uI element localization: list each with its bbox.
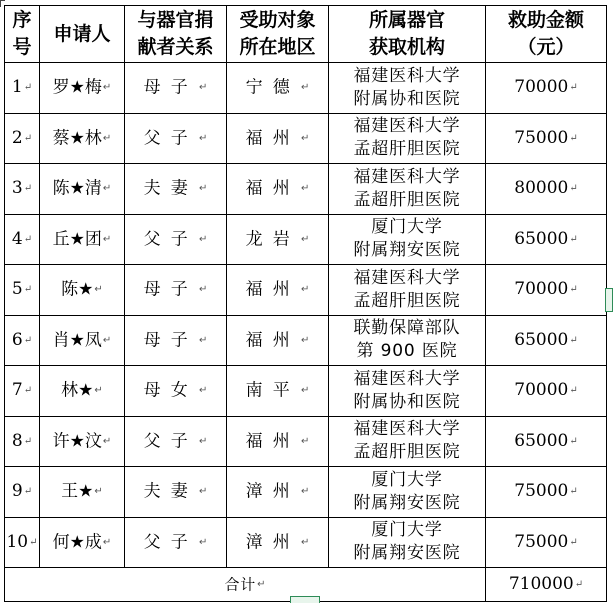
cell-organization-text: 联勤保障部队 (353, 318, 461, 339)
cell-relation (125, 416, 227, 467)
table-row (5, 164, 607, 215)
paragraph-mark: ↵ (199, 536, 218, 548)
cell-organization (329, 164, 486, 215)
paragraph-mark: ↵ (23, 334, 33, 346)
cell-applicant-text: 林★ (61, 380, 94, 401)
paragraph-mark: ↵ (199, 486, 218, 497)
cell-amount-text: 70000 (514, 279, 569, 300)
cell-region (227, 214, 329, 265)
paragraph-mark: ↵ (23, 486, 33, 498)
paragraph-mark: ↵ (102, 536, 112, 548)
cell-applicant-text: 肖★凤 (52, 330, 102, 350)
cell-organization (329, 416, 486, 467)
cell-region-text: 漳州 (245, 481, 300, 502)
aid-table (4, 5, 607, 602)
cell-relation-text: 父子 (143, 431, 198, 451)
paragraph-mark: ↵ (23, 233, 33, 245)
cell-applicant-text: 陈★清 (52, 178, 102, 199)
cell-serial-text: 6 (11, 329, 23, 350)
paragraph-mark: ↵ (102, 183, 112, 194)
paragraph-mark: ↵ (29, 536, 38, 548)
cell-organization-text: 福建医科大学 (353, 267, 461, 288)
cell-region-text: 漳州 (245, 532, 300, 552)
cell-serial (5, 265, 40, 316)
paragraph-mark: ↵ (23, 284, 33, 296)
cell-relation (125, 315, 227, 366)
header-amount: 救助金额 （元） (486, 6, 607, 63)
cell-amount-text: 80000 (514, 178, 569, 199)
cell-organization-text: 福建医科大学 (353, 166, 461, 187)
cell-organization-text: 厦门大学 (371, 217, 443, 238)
paragraph-mark: ↵ (199, 82, 218, 93)
cell-region (227, 164, 329, 215)
cell-region (227, 416, 329, 467)
cell-relation (125, 63, 227, 114)
cell-serial-text: 4 (11, 228, 23, 249)
cell-organization-text: 孟超肝胆医院 (353, 442, 461, 463)
cell-organization (329, 315, 486, 366)
cell-amount (486, 517, 607, 568)
paragraph-mark: ↵ (301, 183, 320, 194)
cell-relation-text: 父子 (143, 229, 198, 249)
cell-organization (329, 63, 486, 114)
cell-organization-text: 附属协和医院 (353, 88, 461, 109)
table-row (5, 315, 607, 366)
cell-amount-text: 75000 (514, 531, 569, 552)
cell-relation (125, 113, 227, 164)
cell-relation-text: 夫妻 (143, 178, 198, 199)
cell-organization-text: 福建医科大学 (353, 65, 461, 86)
cell-region (227, 265, 329, 316)
cell-relation (125, 164, 227, 215)
cell-applicant (40, 467, 125, 518)
cell-serial (5, 214, 40, 265)
cell-organization-text: 厦门大学 (371, 520, 443, 541)
cell-amount-text: 65000 (514, 329, 569, 350)
cell-applicant (40, 164, 125, 215)
cell-amount-text: 75000 (514, 127, 569, 148)
cell-region (227, 315, 329, 366)
cell-organization (329, 366, 486, 417)
cell-organization-text: 孟超肝胆医院 (353, 290, 461, 311)
cell-region (227, 113, 329, 164)
cell-applicant-text: 蔡★林 (52, 128, 102, 148)
cell-organization (329, 214, 486, 265)
paragraph-mark: ↵ (199, 284, 218, 295)
paragraph-mark: ↵ (199, 435, 218, 447)
paragraph-mark: ↵ (301, 82, 320, 93)
cell-organization-text: 附属翔安医院 (353, 492, 461, 513)
header-region: 受助对象 所在地区 (227, 6, 329, 63)
cell-relation (125, 467, 227, 518)
paragraph-mark: ↵ (94, 486, 103, 497)
cell-serial (5, 63, 40, 114)
paragraph-mark: ↵ (569, 132, 578, 144)
paragraph-mark: ↵ (569, 233, 578, 245)
paragraph-mark: ↵ (301, 486, 320, 497)
paragraph-mark: ↵ (102, 435, 112, 447)
cell-relation (125, 265, 227, 316)
cell-region-text: 福州 (245, 431, 300, 451)
cell-applicant-text: 丘★团 (52, 229, 102, 249)
paragraph-mark: ↵ (569, 82, 578, 94)
paragraph-mark: ↵ (301, 284, 320, 295)
paragraph-mark: ↵ (23, 183, 33, 195)
cell-organization (329, 113, 486, 164)
paragraph-mark: ↵ (569, 435, 578, 447)
cell-organization-text: 福建医科大学 (353, 368, 461, 389)
cell-serial-text: 10 (6, 531, 29, 552)
table-row (5, 214, 607, 265)
header-organization: 所属器官 获取机构 (329, 6, 486, 63)
cell-serial-text: 5 (11, 279, 23, 300)
cell-serial (5, 366, 40, 417)
table-row (5, 113, 607, 164)
table-row (5, 416, 607, 467)
cell-organization-text: 附属翔安医院 (353, 543, 461, 564)
cell-amount-text: 65000 (514, 228, 569, 249)
cell-organization (329, 265, 486, 316)
cell-relation-text: 母子 (143, 279, 198, 300)
paragraph-mark: ↵ (102, 82, 112, 93)
cell-amount (486, 265, 607, 316)
cell-serial (5, 113, 40, 164)
paragraph-mark: ↵ (23, 82, 33, 94)
header-applicant: 申请人 (40, 6, 125, 63)
cell-region-text: 福州 (245, 178, 300, 199)
cell-organization-text: 附属协和医院 (353, 391, 461, 412)
table-body (5, 63, 607, 568)
paragraph-mark: ↵ (301, 385, 320, 396)
cell-applicant-text: 罗★梅 (52, 77, 102, 98)
cell-amount-text: 70000 (514, 380, 569, 401)
cell-serial (5, 315, 40, 366)
cell-applicant (40, 63, 125, 114)
cell-organization-text: 附属翔安医院 (353, 240, 461, 261)
paragraph-mark: ↵ (102, 334, 112, 346)
cell-region-text: 南平 (245, 380, 300, 401)
paragraph-mark: ↵ (301, 435, 320, 447)
paragraph-mark: ↵ (301, 334, 320, 346)
cell-amount (486, 63, 607, 114)
paragraph-mark: ↵ (23, 132, 33, 144)
table-row (5, 265, 607, 316)
cell-organization (329, 517, 486, 568)
cell-relation-text: 母子 (143, 330, 198, 350)
cell-applicant (40, 517, 125, 568)
cell-region-text: 福州 (245, 279, 300, 300)
paragraph-mark: ↵ (94, 284, 103, 295)
cell-relation-text: 夫妻 (143, 481, 198, 502)
header-row (5, 6, 607, 63)
paragraph-mark: ↵ (301, 233, 320, 245)
paragraph-mark: ↵ (569, 486, 578, 498)
paragraph-mark: ↵ (94, 385, 103, 396)
cell-serial-text: 9 (11, 481, 23, 502)
cell-amount (486, 366, 607, 417)
paragraph-mark: ↵ (23, 435, 33, 447)
cell-applicant (40, 416, 125, 467)
paragraph-mark: ↵ (102, 233, 112, 245)
table-resize-handle[interactable] (605, 288, 613, 312)
cell-serial-text: 3 (11, 178, 23, 199)
cell-serial-text: 2 (11, 127, 23, 148)
cell-region (227, 63, 329, 114)
cell-applicant (40, 366, 125, 417)
cell-organization-text: 福建医科大学 (353, 419, 461, 440)
header-serial: 序 号 (5, 6, 40, 63)
cell-amount (486, 164, 607, 215)
paragraph-mark: ↵ (569, 536, 578, 548)
cell-serial-text: 1 (11, 77, 23, 98)
cell-region-text: 福州 (245, 330, 300, 350)
cell-applicant (40, 315, 125, 366)
cell-relation (125, 517, 227, 568)
cell-amount (486, 214, 607, 265)
cell-organization-text: 孟超肝胆医院 (353, 189, 461, 210)
cell-relation-text: 父子 (143, 128, 198, 148)
paragraph-mark: ↵ (199, 334, 218, 346)
cell-applicant (40, 214, 125, 265)
paragraph-mark: ↵ (199, 233, 218, 245)
paragraph-mark: ↵ (199, 183, 218, 194)
cell-relation-text: 母子 (143, 77, 198, 98)
cell-region-text: 福州 (245, 128, 300, 148)
cell-applicant-text: 陈★ (61, 279, 94, 300)
cell-relation-text: 母女 (143, 380, 198, 401)
total-label: 合计↵ (5, 568, 486, 602)
cell-amount (486, 315, 607, 366)
paragraph-mark: ↵ (569, 334, 578, 346)
paragraph-mark: ↵ (199, 385, 218, 396)
cell-region (227, 366, 329, 417)
table-row (5, 467, 607, 518)
total-amount: 710000↵ (486, 568, 607, 602)
cell-region (227, 517, 329, 568)
cell-serial (5, 164, 40, 215)
table-row (5, 366, 607, 417)
cell-serial (5, 517, 40, 568)
cell-serial (5, 416, 40, 467)
cell-region-text: 宁德 (245, 77, 300, 98)
cell-applicant-text: 何★成 (52, 532, 102, 552)
cell-relation-text: 父子 (143, 532, 198, 552)
cell-organization-text: 福建医科大学 (353, 116, 461, 137)
cell-amount-text: 65000 (514, 430, 569, 451)
paragraph-mark: ↵ (301, 132, 320, 144)
table-row (5, 517, 607, 568)
cell-relation (125, 214, 227, 265)
cell-amount (486, 416, 607, 467)
cell-region (227, 467, 329, 518)
cell-applicant-text: 王★ (61, 481, 94, 502)
cell-organization-text: 孟超肝胆医院 (353, 139, 461, 160)
cell-organization-text: 第 900 医院 (356, 341, 458, 362)
cell-applicant-text: 许★汶 (52, 431, 102, 451)
paragraph-mark: ↵ (199, 132, 218, 144)
cell-amount-text: 75000 (514, 481, 569, 502)
cell-organization (329, 467, 486, 518)
paragraph-mark: ↵ (102, 132, 112, 144)
paragraph-mark: ↵ (569, 385, 578, 397)
paragraph-mark: ↵ (569, 284, 578, 296)
cell-amount-text: 70000 (514, 77, 569, 98)
cell-serial-text: 8 (11, 430, 23, 451)
cell-region-text: 龙岩 (245, 229, 300, 249)
paragraph-mark: ↵ (301, 536, 320, 548)
cell-applicant (40, 265, 125, 316)
paragraph-mark: ↵ (569, 183, 578, 195)
cell-relation (125, 366, 227, 417)
header-relation: 与器官捐 献者关系 (125, 6, 227, 63)
cell-amount (486, 113, 607, 164)
paragraph-mark: ↵ (23, 385, 33, 397)
table-row (5, 63, 607, 114)
cell-serial (5, 467, 40, 518)
cell-applicant (40, 113, 125, 164)
cell-serial-text: 7 (11, 380, 23, 401)
cell-organization-text: 厦门大学 (371, 469, 443, 490)
cell-amount (486, 467, 607, 518)
